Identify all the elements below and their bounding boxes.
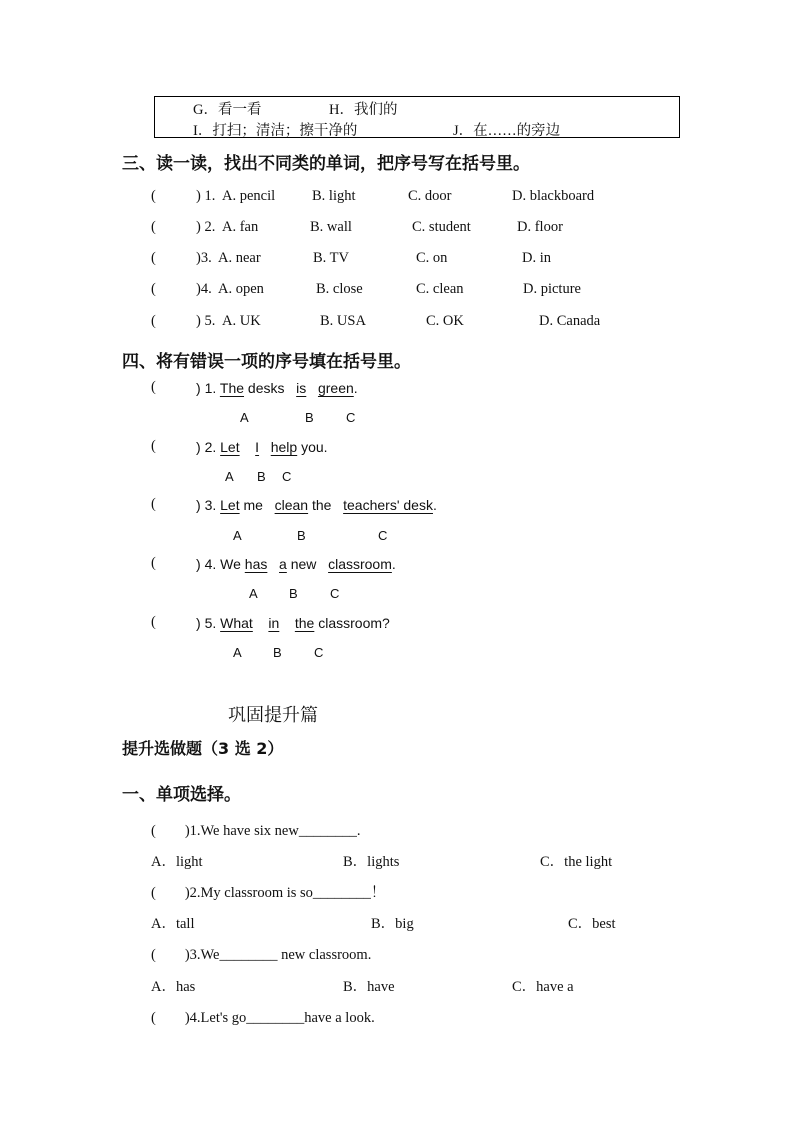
option-a: A. pencil bbox=[222, 188, 276, 204]
error-sentence: ) 3. Let me clean the teachers' desk. bbox=[196, 497, 437, 513]
option-d: D. Canada bbox=[539, 313, 601, 329]
label-c: C bbox=[346, 410, 356, 425]
part-a: Let bbox=[220, 439, 240, 455]
label-b: B bbox=[297, 528, 306, 543]
vocab-g: G．看一看 bbox=[193, 102, 262, 118]
single-choice-heading: 一、单项选择。 bbox=[122, 785, 241, 805]
error-sentence: ) 2. Let I help you. bbox=[196, 439, 328, 455]
label-c: C bbox=[330, 586, 340, 601]
answer-bracket[interactable]: ( bbox=[151, 250, 156, 266]
question-stem: ( )2.My classroom is so________！ bbox=[151, 885, 386, 901]
choice-b: B．big bbox=[371, 916, 414, 932]
consolidation-title: 巩固提升篇 bbox=[228, 705, 318, 726]
item-number: ) 2. bbox=[196, 219, 216, 235]
label-c: C bbox=[378, 528, 388, 543]
option-c: C. on bbox=[416, 250, 448, 266]
part-b: I bbox=[255, 439, 260, 455]
option-c: C. OK bbox=[426, 313, 464, 329]
option-a: A. open bbox=[218, 281, 264, 297]
part-b: in bbox=[268, 615, 280, 631]
answer-bracket[interactable]: ( bbox=[151, 379, 156, 395]
question-stem: ( )3.We________ new classroom. bbox=[151, 947, 372, 963]
option-c: C. student bbox=[412, 219, 471, 235]
option-b: B. USA bbox=[320, 313, 366, 329]
part-b: is bbox=[296, 380, 307, 396]
label-a: A bbox=[233, 528, 242, 543]
answer-bracket[interactable]: ( bbox=[151, 281, 156, 297]
answer-bracket[interactable]: ( bbox=[151, 496, 156, 512]
option-c: C. clean bbox=[416, 281, 464, 297]
question-stem: ( )1.We have six new________. bbox=[151, 823, 361, 839]
error-sentence: ) 1. The desks is green. bbox=[196, 380, 358, 396]
label-a: A bbox=[233, 645, 242, 660]
error-sentence: ) 5. What in the classroom? bbox=[196, 615, 390, 631]
option-a: A. near bbox=[218, 250, 261, 266]
section4-heading: 四、将有错误一项的序号填在括号里。 bbox=[122, 352, 411, 372]
choice-a: A．tall bbox=[151, 916, 195, 932]
option-d: D. in bbox=[522, 250, 551, 266]
consolidation-subtitle: 提升选做题（3 选 2） bbox=[122, 739, 284, 758]
choice-c: C．have a bbox=[512, 979, 574, 995]
answer-bracket[interactable]: ( bbox=[151, 614, 156, 630]
part-c: the bbox=[294, 615, 315, 631]
vocab-j: J．在……的旁边 bbox=[453, 123, 561, 139]
choice-c: C．best bbox=[568, 916, 616, 932]
option-a: A. fan bbox=[222, 219, 259, 235]
section3-heading: 三、读一读，找出不同类的单词，把序号写在括号里。 bbox=[122, 154, 530, 174]
part-b: a bbox=[279, 556, 287, 572]
label-b: B bbox=[305, 410, 314, 425]
answer-bracket[interactable]: ( bbox=[151, 313, 156, 329]
option-a: A. UK bbox=[222, 313, 261, 329]
option-b: B. light bbox=[312, 188, 356, 204]
label-c: C bbox=[282, 469, 292, 484]
label-a: A bbox=[225, 469, 234, 484]
part-a: The bbox=[219, 380, 245, 396]
label-c: C bbox=[314, 645, 324, 660]
item-number: ) 5. bbox=[196, 313, 216, 329]
option-b: B. wall bbox=[310, 219, 352, 235]
error-sentence: ) 4. We has a new classroom. bbox=[196, 556, 396, 572]
answer-bracket[interactable]: ( bbox=[151, 555, 156, 571]
vocab-i: I．打扫；清洁；擦干净的 bbox=[193, 123, 358, 139]
part-b: clean bbox=[274, 497, 309, 513]
answer-bracket[interactable]: ( bbox=[151, 438, 156, 454]
part-a: Let bbox=[220, 497, 240, 513]
item-number: )3. bbox=[196, 250, 212, 266]
part-c: classroom bbox=[328, 556, 392, 572]
part-c: teachers' desk bbox=[343, 497, 433, 513]
option-d: D. picture bbox=[523, 281, 581, 297]
label-a: A bbox=[240, 410, 249, 425]
part-c: help bbox=[270, 439, 298, 455]
label-b: B bbox=[257, 469, 266, 484]
item-number: ) 1. bbox=[196, 188, 216, 204]
option-b: B. close bbox=[316, 281, 363, 297]
label-b: B bbox=[273, 645, 282, 660]
choice-c: C．the light bbox=[540, 854, 613, 870]
option-d: D. blackboard bbox=[512, 188, 595, 204]
answer-bracket[interactable]: ( bbox=[151, 188, 156, 204]
choice-a: A．has bbox=[151, 979, 196, 995]
label-b: B bbox=[289, 586, 298, 601]
part-a: What bbox=[220, 615, 253, 631]
answer-bracket[interactable]: ( bbox=[151, 219, 156, 235]
label-a: A bbox=[249, 586, 258, 601]
item-number: )4. bbox=[196, 281, 212, 297]
option-c: C. door bbox=[408, 188, 452, 204]
choice-b: B．lights bbox=[343, 854, 400, 870]
part-a: has bbox=[244, 556, 268, 572]
option-b: B. TV bbox=[313, 250, 349, 266]
option-d: D. floor bbox=[517, 219, 563, 235]
part-c: green bbox=[317, 380, 354, 396]
vocab-h: H．我们的 bbox=[329, 102, 398, 118]
choice-b: B．have bbox=[343, 979, 395, 995]
question-stem: ( )4.Let's go________have a look. bbox=[151, 1010, 375, 1026]
choice-a: A．light bbox=[151, 854, 203, 870]
